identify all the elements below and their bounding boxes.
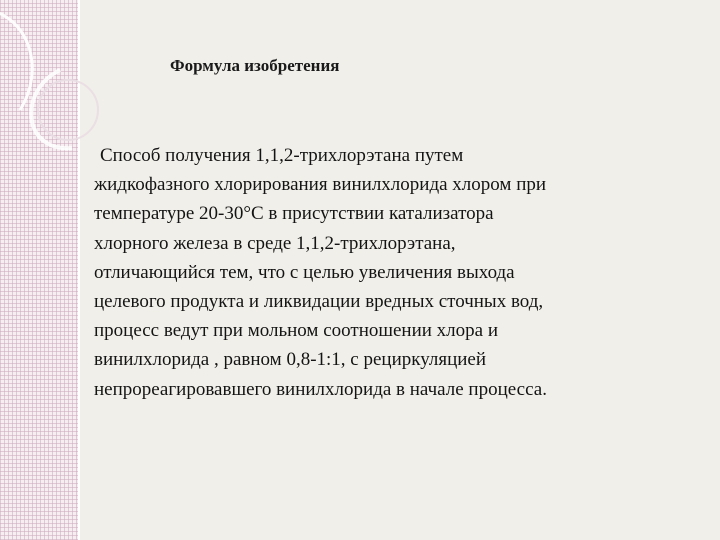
claim-line: непрореагировавшего винилхлорида в начале процесса. xyxy=(94,378,547,400)
claim-line: Способ получения 1,1,2-трихлорэтана путем xyxy=(100,145,464,166)
claim-line: жидкофазного хлорирования винилхлорида хлором при xyxy=(94,174,547,196)
claim-line: целевого продукта и ликвидации вредных сточных вод, xyxy=(94,291,544,313)
claim-line: винилхлорида , равном 0,8-1:1, с рециркуляцией xyxy=(94,349,487,371)
decorative-swirl-icon xyxy=(0,0,140,160)
claim-line: температуре 20-30°С в присутствии катализатора xyxy=(94,203,494,225)
claim-line: хлорного железа в среде 1,1,2-трихлорэтана, xyxy=(94,232,456,254)
claim-paragraph xyxy=(94,141,704,404)
claim-line: процесс ведут при мольном соотношении хлора и xyxy=(94,320,499,342)
claim-line: отличающийся тем, что с целью увеличения выхода xyxy=(94,261,515,283)
slide-title: Формула изобретения xyxy=(170,56,340,75)
